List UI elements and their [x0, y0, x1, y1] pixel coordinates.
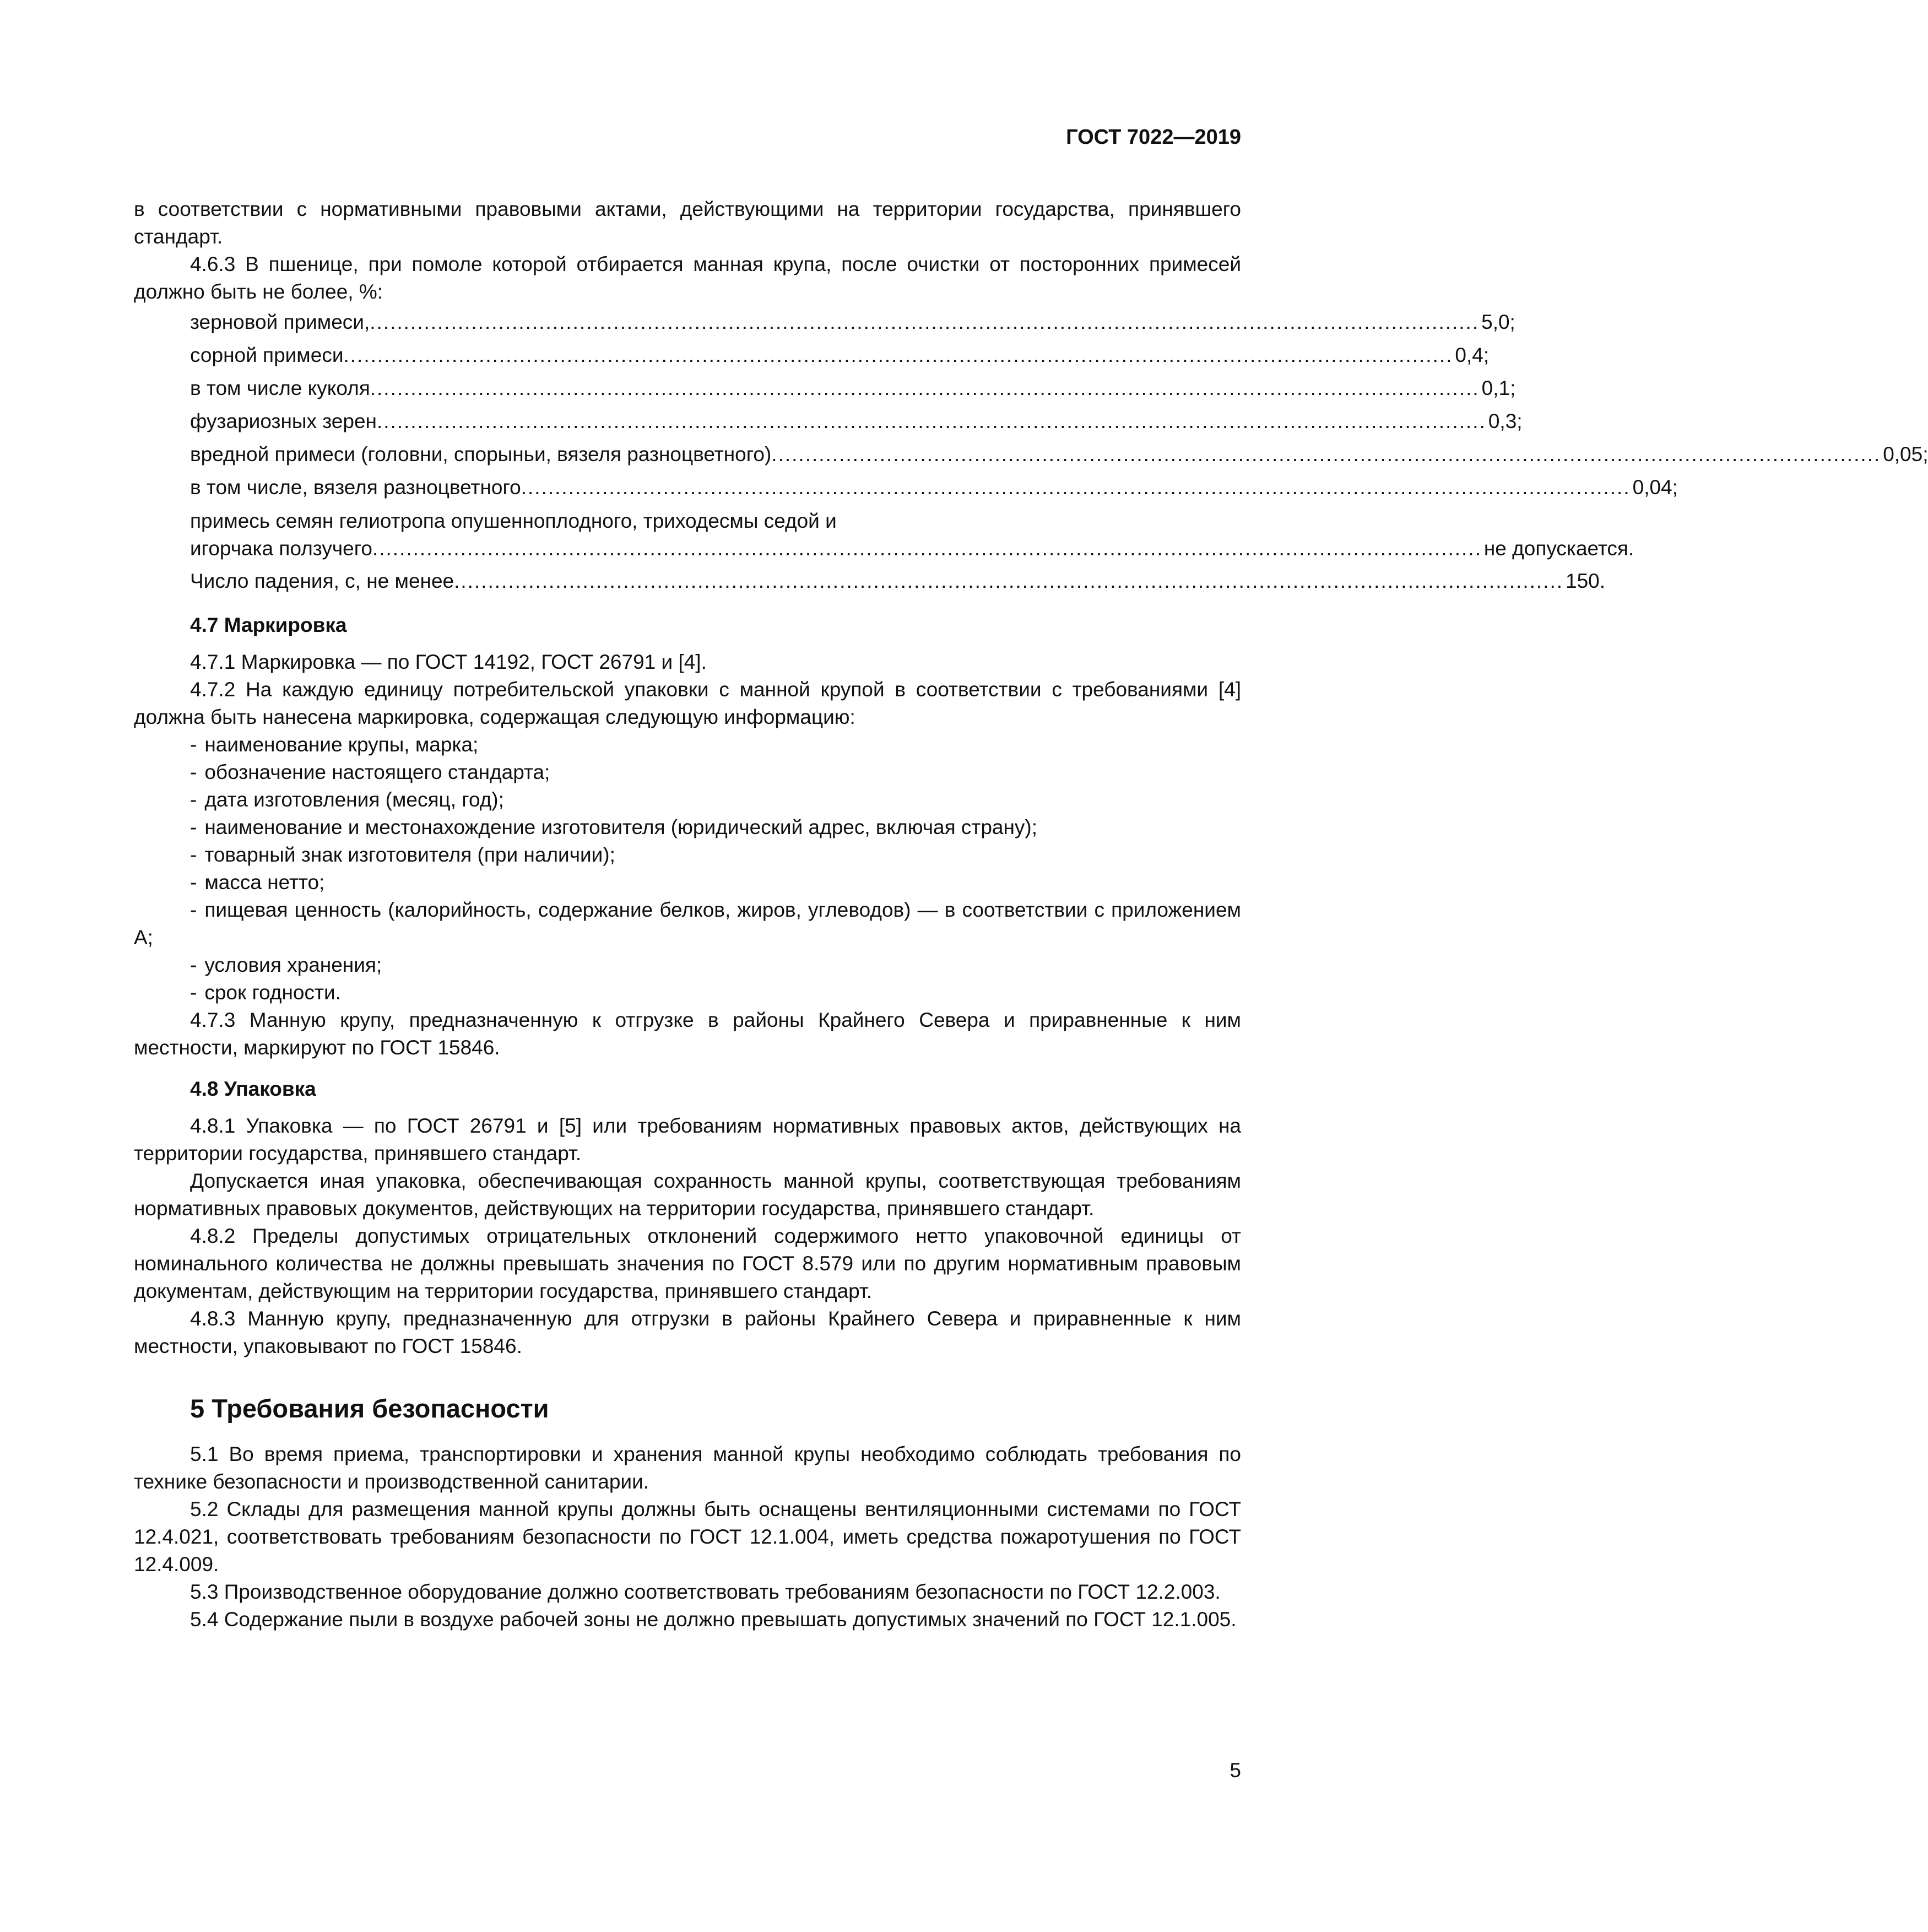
limit-value: не допускается. — [1483, 537, 1634, 560]
marking-info-list-end — [134, 951, 1241, 1006]
paragraph-5-3: 5.3 Производственное оборудование должно соответствовать требованиям безопасности по ГОСТ 12.2.003. — [190, 1581, 1221, 1603]
limit-row — [190, 438, 1928, 471]
limit-label: в том числе куколя — [190, 377, 370, 399]
list-item: - обозначение настоящего стандарта; — [190, 761, 550, 783]
document-header: ГОСТ 7022—2019 — [1066, 126, 1241, 149]
dot-leader: .................................................................................................................................................................... — [370, 311, 1480, 333]
list-item: - условия хранения; — [190, 954, 382, 976]
paragraph-4-8-1-note: Допускается иная упаковка, обеспечивающая сохранность манной крупы, соответствующая требованиям нормативных правовых документов, действующих на территории государства, принявшего стандарт. — [134, 1170, 1241, 1220]
dot-leader: .................................................................................................................................................................... — [372, 537, 1482, 560]
limit-row — [190, 565, 1606, 598]
paragraph-4-8-3: 4.8.3 Манную крупу, предназначенную для отгрузки в районы Крайнего Севера и приравненные к ним местности, упаковывают по ГОСТ 15846. — [134, 1307, 1241, 1357]
page-number: 5 — [1230, 1759, 1241, 1782]
list-item: - наименование и местонахождение изготовителя (юридический адрес, включая страну); — [190, 816, 1038, 838]
limit-value: 150. — [1566, 570, 1606, 592]
limit-label: вредной примеси (головни, спорыньи, вязеля разноцветного) — [190, 443, 772, 466]
marking-info-list — [134, 731, 1241, 896]
limit-row — [190, 405, 1523, 438]
list-item: - дата изготовления (месяц, год); — [190, 788, 504, 811]
limit-label: Число падения, с, не менее — [190, 570, 454, 592]
list-item: - пищевая ценность (калорийность, содержание белков, жиров, углеводов) — в соответствии с приложением А; — [134, 899, 1241, 949]
paragraph-5-4: 5.4 Содержание пыли в воздухе рабочей зоны не должно превышать допустимых значений по ГОСТ 12.1.005. — [190, 1608, 1237, 1631]
limit-value: 0,3; — [1488, 410, 1523, 432]
paragraph-4-7-1: 4.7.1 Маркировка — по ГОСТ 14192, ГОСТ 26791 и [4]. — [190, 651, 707, 673]
list-item: - масса нетто; — [190, 871, 325, 894]
limit-row — [190, 471, 1678, 504]
paragraph-4-6-3: 4.6.3 В пшенице, при помоле которой отбирается манная крупа, после очистки от посторонних примесей должно быть не более, %: — [134, 253, 1241, 303]
limit-label: сорной примеси — [190, 344, 344, 366]
limit-value: 5,0; — [1481, 311, 1515, 333]
limit-label-line: примесь семян гелиотропа опушенноплодного, триходесмы седой и — [190, 510, 837, 532]
list-item: - срок годности. — [190, 981, 341, 1004]
impurity-limits-list — [134, 306, 1928, 598]
limit-row — [190, 339, 1490, 372]
list-item: - товарный знак изготовителя (при наличии); — [190, 843, 615, 866]
limit-row — [190, 504, 1634, 565]
limit-row — [190, 372, 1516, 405]
page-body — [134, 127, 1928, 1633]
dot-leader: .................................................................................................................................................................... — [343, 344, 1453, 366]
limit-value: 0,1; — [1481, 377, 1516, 399]
paragraph-5-2: 5.2 Склады для размещения манной крупы должны быть оснащены вентиляционными системами по ГОСТ 12.4.021, соответствовать требованиям безопасности по ГОСТ 12.1.004, иметь средства пожаротушения по ГОСТ 12.4.009. — [134, 1498, 1241, 1576]
paragraph-4-7-2: 4.7.2 На каждую единицу потребительской упаковки с манной крупой в соответствии с требованиями [4] должна быть нанесена маркировка, содержащая следующую информацию: — [134, 678, 1241, 728]
limit-label: игорчака ползучего — [190, 537, 372, 560]
dot-leader: .................................................................................................................................................................... — [771, 443, 1881, 466]
section-heading-5: 5 Требования безопасности — [190, 1394, 549, 1423]
limit-value: 0,05; — [1883, 443, 1928, 466]
paragraph-5-1: 5.1 Во время приема, транспортировки и хранения манной крупы необходимо соблюдать требования по технике безопасности и производственной санитарии. — [134, 1443, 1241, 1493]
limit-label: в том числе, вязеля разноцветного — [190, 476, 521, 499]
limit-value: 0,4; — [1455, 344, 1490, 366]
intro-paragraph: в соответствии с нормативными правовыми актами, действующими на территории государства, принявшего стандарт. — [134, 198, 1241, 248]
limit-value: 0,04; — [1632, 476, 1678, 499]
dot-leader: .................................................................................................................................................................... — [376, 410, 1486, 432]
limit-label: фузариозных зерен — [190, 410, 377, 432]
limit-row — [190, 306, 1515, 339]
paragraph-4-8-2: 4.8.2 Пределы допустимых отрицательных отклонений содержимого нетто упаковочной единицы от номинального количества не должны превышать значения по ГОСТ 8.579 или по другим нормативным правовым документам, действующим на территории государства, принявшего стандарт. — [134, 1225, 1241, 1302]
section-heading-4-8: 4.8 Упаковка — [190, 1078, 316, 1100]
list-item: - наименование крупы, марка; — [190, 733, 479, 756]
limit-label: зерновой примеси, — [190, 311, 370, 333]
paragraph-4-7-3: 4.7.3 Манную крупу, предназначенную к отгрузке в районы Крайнего Севера и приравненные к ним местности, маркируют по ГОСТ 15846. — [134, 1009, 1241, 1059]
dot-leader: .................................................................................................................................................................... — [370, 377, 1480, 399]
section-heading-4-7: 4.7 Маркировка — [190, 614, 347, 636]
dot-leader: .................................................................................................................................................................... — [521, 476, 1631, 499]
dot-leader: .................................................................................................................................................................... — [454, 570, 1564, 592]
paragraph-4-8-1: 4.8.1 Упаковка — по ГОСТ 26791 и [5] или требованиям нормативных правовых актов, действующих на территории государства, принявшего стандарт. — [134, 1114, 1241, 1165]
